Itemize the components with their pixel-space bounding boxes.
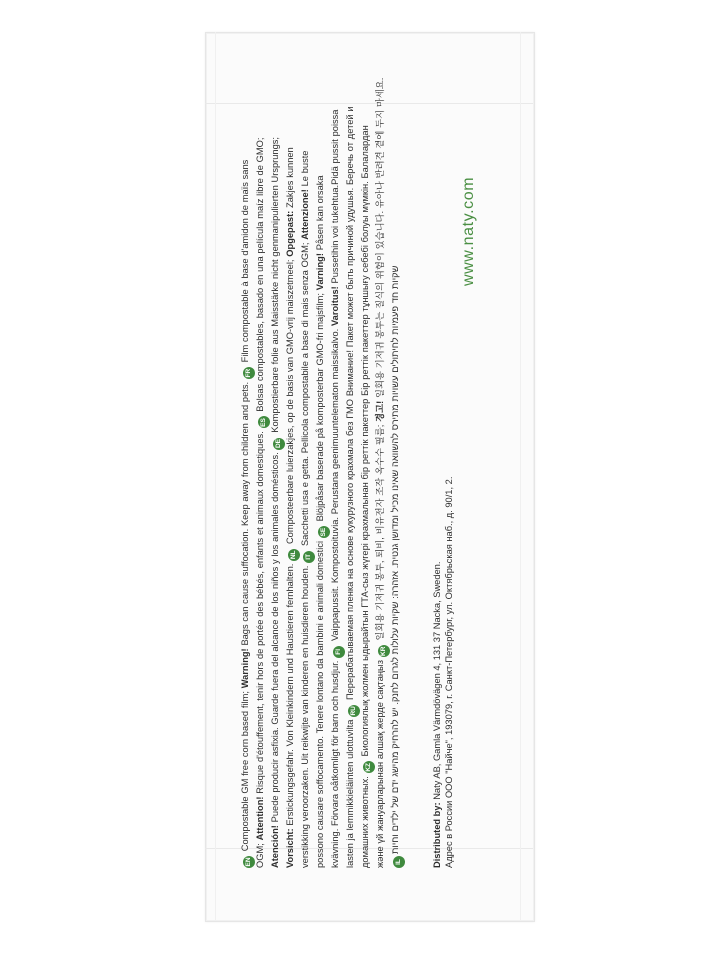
warning-text: verstikking veroorzaken. Uit reikwijte van kinderen en huisdieren houden. [300,562,310,868]
warning-text: lasten ja lemmikkieläinten ulottuvilta [345,716,355,868]
warning-text: домашних животных. [360,773,370,868]
warning-text: Zakjes kunnen [285,147,295,211]
warning-text: 일회용 기저귀 봉투는 질식의 위험이 있습니다. 유아나 반려견 곁에 두지 마세요. [375,77,385,401]
russia-distributor-address: Адрес в России ООО "Найче", 193079, г. Санкт-Петербург, ул. Октябрьская наб., д. 90/1, 2. [444,476,454,868]
box-edge-left [215,32,216,920]
warning-line [270,68,285,868]
warning-line [330,68,345,868]
website-url: www.naty.com [460,176,477,286]
warning-text: Kompostierbare folie aus Maisstärke nicht genmanipulierten Ursprungs; [270,137,280,436]
language-badge: ES [258,416,270,428]
warning-line [300,68,315,868]
warning-text: Vaippapussit. Kompostoituvia. Perustana geenimuuntelematon maissikalvo. [330,326,340,644]
warning-heading: Attention! [255,796,265,841]
warning-text: Påsen kan orsaka [315,175,325,254]
warning-text: Bolsas compostables, basado en una película maíz libre de GMO; [255,137,265,415]
warning-line [360,68,375,868]
warning-heading: Attenzione! [300,189,310,240]
warning-text: Le buste [300,150,310,190]
warning-line [390,68,405,868]
language-badge: KR [378,645,390,657]
language-badge: NL [288,549,300,561]
language-badge: IT [303,551,315,563]
warning-line [345,68,360,868]
warning-text: Биологиялық жолмен ыдырайтын ГТА-сыз жүгері крахмалынан бір реттік пакеттер Бір реттік пакеттер тұншығу себебі болуы мүмкін. Балалардан [360,125,370,760]
warning-text: OGM; [255,840,265,868]
warning-text: Film compostable à base d'amidon de maïs sans [240,159,250,366]
language-badge: FI [333,646,345,658]
warning-line [255,68,270,868]
warning-text: kvävning. Förvara oåtkomligt för barn och husdjur. [330,657,340,868]
warning-text: Перерабатываемая пленка на основе кукурузного крахмала без ГМО Внимание! Пакет может быть причиной удушья. Беречь от детей и [345,106,355,703]
warning-text: Composteerbare luierzakjes, op de basis van GMO-vrij maiszetmeel; [285,256,295,547]
distributor-address: Naty AB, Gamla Värmdövägen 4, 131 37 Nacka, Sweden. [432,561,442,803]
warning-text: Risque d'étouffement, tenir hors de portée des bébés, enfants et animaux domestiques. [255,428,265,797]
distributor-info [431,68,455,868]
language-badge: KZ [363,761,375,773]
warning-text: Sacchetti usa e getta. Pellicola compostabile a base di mais senza OGM; [300,239,310,549]
language-badge: DE [273,438,285,450]
distributor-line [431,68,443,868]
warning-text: Blöjpåsar baserade på komposterbar GMO-fri majsfilm; [315,290,325,525]
warning-heading: Opgepast: [285,210,295,257]
warning-text: 일회용 기저귀 봉투, 퇴비, 비유전자 조작 옥수수 필름; [375,421,385,644]
warning-text: Pussetihin voi tukehtua.Pidä pussit poissa [330,109,340,287]
warning-text: Puede producir asfixia. Guarde fuera del alcance de los niños y los animales domésticos. [270,449,280,826]
warning-line [375,68,390,868]
warning-heading: Atención! [270,825,280,868]
warning-line [240,68,255,868]
box-edge-right [520,32,521,920]
multilingual-warning-text [240,68,405,868]
warning-text: שקיות חד פעמיות לחיתולים עשויות מתירס להשוואה שאינו מכיל ומדושן גנטית. אזהרה: שקיות עלולות לגרום לחנק. יש להרחיק מהישג ידם של ילדים וחיות [390,265,400,854]
language-badge: RU [348,705,360,717]
warning-heading: Vorsicht: [285,828,295,868]
printed-label [240,68,500,868]
warning-heading: Varoitus! [330,286,340,327]
warning-heading: Warning! [240,648,250,689]
warning-heading: Varning! [315,253,325,291]
warning-heading: 경고! [375,400,385,422]
language-badge: FR [243,367,255,379]
warning-text: және үй жануарларынан алшақ жерде сақтаңыз [375,657,385,868]
distributor-label: Distributed by: [432,802,442,868]
warning-text: Bags can cause suffocation. Keep away from children and pets. [240,379,250,649]
warning-text: Erstickungsgefahr. Von Kleinkindern und Haustieren fernhalten. [285,560,295,829]
warning-text: Compostable GM free corn based film; [240,688,250,854]
language-badge: IL [393,856,405,868]
warning-line [285,68,300,868]
language-badge: SE [318,526,330,538]
warning-line [315,68,330,868]
language-badge: EN [243,856,255,868]
warning-text: possono causare soffocamento. Tenere lontano da bambini e animali domestici [315,538,325,868]
